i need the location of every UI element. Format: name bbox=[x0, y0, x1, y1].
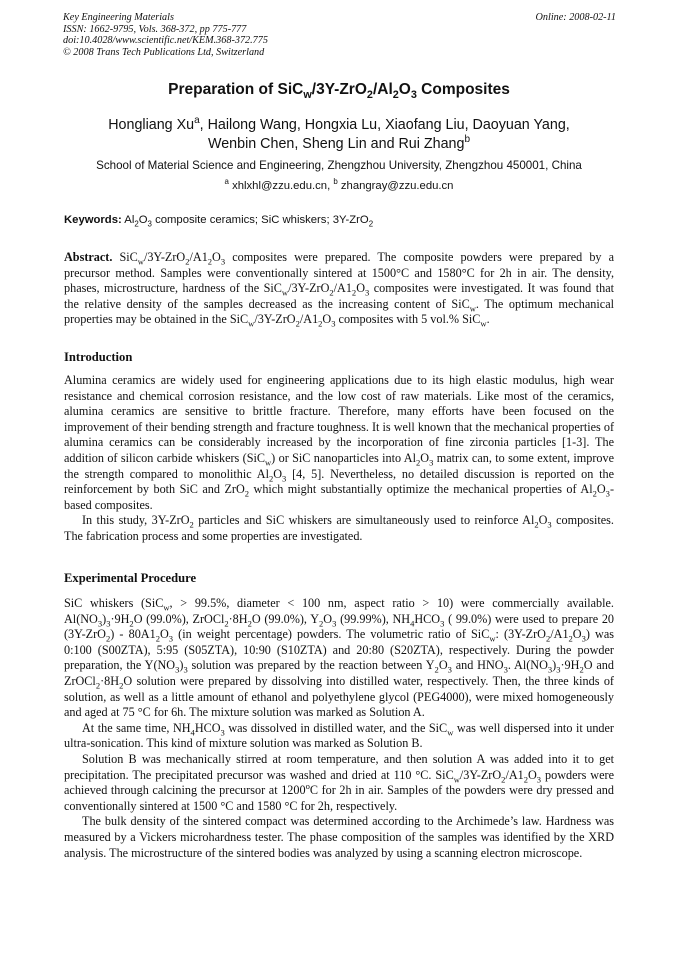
experimental-body bbox=[64, 596, 614, 861]
journal-doi: doi:10.4028/www.scientific.net/KEM.368-372.775 bbox=[63, 35, 268, 47]
introduction-paragraph: Alumina ceramics are widely used for engineering applications due to its high elastic modulus, high wear resistance and chemical corrosion resistance, and the low cost of raw materials. Like most of the ceramics, alumina ceramics are sensitive to brittle fracture. Therefore, many efforts have been focused on the improvement of their bending strength and fracture toughness. It is well known that the mechanical properties of alumina ceramics can be considerably increased by the incorporation of fine zirconia particles [1-3]. The addition of silicon carbide whiskers (SiC$_w$) or SiC nanoparticles into $Al_2O_3$ matrix can, to some extent, improve the strength compared to monolithic $Al_2O_3$ [4, 5]. Nevertheless, no detailed discussion is reported on the reinforcement by both SiC and ZrO$_2$ which might substantially optimize the mechanical properties of $Al_2O_3$-based composites. bbox=[64, 373, 615, 512]
abstract-label: Abstract. bbox=[64, 250, 113, 264]
author-list: Hongliang Xu$^a$, Hailong Wang, Hongxia Lu, Xiaofang Liu, Daoyuan Yang, Wenbin Chen, Sheng Lin and Rui Zhang$^b$ bbox=[108, 115, 570, 152]
affiliation: School of Material Science and Engineering, Zhengzhou University, Zhengzhou 450001, China bbox=[96, 159, 582, 172]
experimental-paragraph: The bulk density of the sintered compact was determined according to the Archimede’s law. Hardness was measured by a Vickers microhardness tester. The phase composition of the samples was identified by the XRD analysis. The microstructure of the sintered bodies was analyzed by using a scanning electron microscope. bbox=[64, 814, 614, 860]
journal-issn: ISSN: 1662-9795, Vols. 368-372, pp 775-777 bbox=[63, 23, 247, 35]
keywords-label: Keywords: bbox=[64, 214, 122, 226]
section-heading-introduction: Introduction bbox=[64, 350, 133, 364]
online-date: Online: 2008-02-11 bbox=[535, 12, 616, 23]
section-heading-experimental: Experimental Procedure bbox=[64, 571, 197, 585]
experimental-paragraph: Solution B was mechanically stirred at room temperature, and then solution A was added into it to get precipitation. The precipitated precursor was washed and dried at 110 °C. $SiC_w/3Y-ZrO_2/A1_2O_3$ powders were achieved through calcining the precursor at 1200$^o$C for 2h in air. Samples of the powders were dry pressed and conventionally sintered at 1500 °C and 1580 °C for 2h, respectively. bbox=[64, 751, 614, 813]
journal-copyright: © 2008 Trans Tech Publications Ltd, Switzerland bbox=[63, 46, 265, 58]
keywords: Keywords: $Al_2O_3$ composite ceramics; SiC whiskers; 3Y-ZrO$_2$ bbox=[64, 214, 374, 229]
author-emails: $^a$ xhlxhl@zzu.edu.cn, $^b$ zhangray@zzu.edu.cn bbox=[224, 177, 454, 192]
introduction-paragraph: In this study, 3Y-ZrO$_2$ particles and SiC whiskers are simultaneously used to reinforce $Al_2O_3$ composites. The fabrication process and some properties are investigated. bbox=[64, 513, 614, 543]
journal-header bbox=[63, 12, 616, 58]
paper-title: Preparation of $SiC_w/3Y-ZrO_2/Al_2O_3$ Composites bbox=[168, 81, 510, 102]
introduction-body bbox=[64, 373, 614, 545]
experimental-paragraph: SiC whiskers (SiC$_w$, > 99.5%, diameter < 100 nm, aspect ratio > 10) were commercially available. $Al(NO_3)_3\cdot 9H_2O$ (99.0%), $ZrOCl_2\cdot 8H_2O$ (99.0%), $Y_2O_3$ (99.99%), $NH_4HCO_3$ ( 99.0%) were used to prepare 20 $(3Y-ZrO_2) - 80A1_2O_3$ (in weight percentage) powders. The volumetric ratio of SiC$_w$: $(3Y-ZrO_2/A1_2O_3)$ was 0:100 (S00ZTA), 5:95 (S05ZTA), 10:90 (S10ZTA) and 20:80 (S20ZTA), respectively. During the powder preparation, the $Y(NO_3)_3$ solution was prepared by the reaction between $Y_2O_3$ and $HNO_3$. $Al(NO_3)_3\cdot 9H_2O$ and $ZrOCl_2\cdot 8H_2O$ solution were prepared by dissolving into distilled water, respectively. Then, the three kinds of solution, as well as a little amount of ethanol and polyethylene glycol (PEG4000), were mixed homogeneously and aged at 75 °C for 6h. The mixture solution was marked as Solution A. bbox=[64, 596, 615, 720]
experimental-paragraph: At the same time, $NH_4HCO_3$ was dissolved in distilled water, and the SiC$_w$ was well dispersed into it under ultra-sonication. This kind of mixture solution was marked as Solution B. bbox=[64, 720, 614, 751]
abstract: Abstract. $SiC_w/3Y-ZrO_2/A1_2O_3$ composites were prepared. The composite powders were prepared by a precursor method. Samples were conventionally sintered at 1500°C and 1580°C for 2h in air. The density, phases, microstructure, hardness of the $SiC_w/3Y-ZrO_2/A1_2O_3$ composites were investigated. It was found that the relative density of the samples decreased as the increasing content of SiC$_w$. The optimum mechanical properties may be obtained in the $SiC_w/3Y-ZrO_2/A1_2O_3$ composites with 5 vol.% SiC$_w$. bbox=[64, 250, 614, 329]
journal-name: Key Engineering Materials bbox=[63, 12, 174, 23]
